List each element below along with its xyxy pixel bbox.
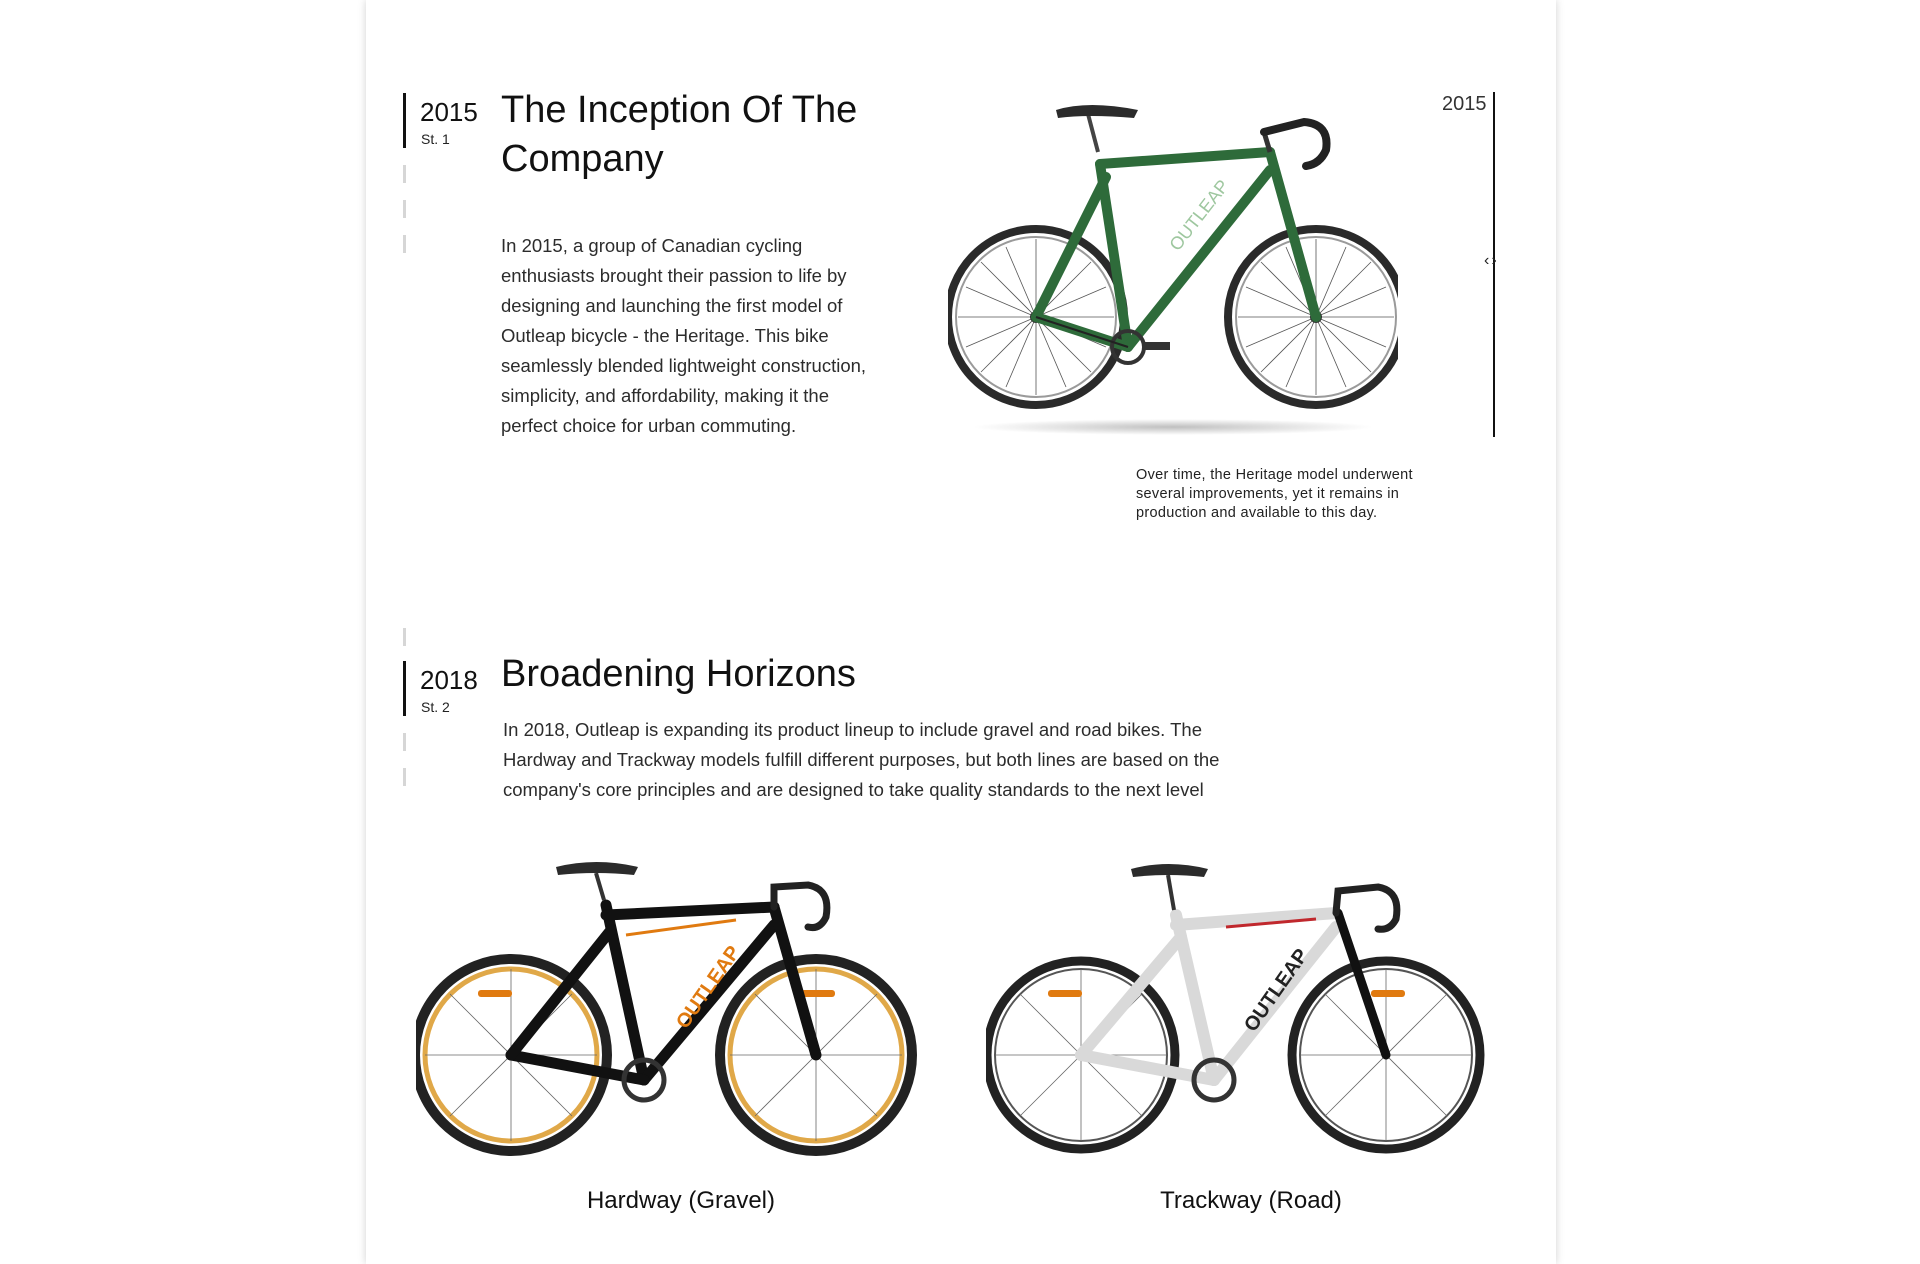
- gallery-caption: [1136, 466, 1476, 523]
- description-line: perfect choice for urban commuting.: [501, 415, 797, 436]
- stage-year: 2015: [420, 97, 478, 127]
- timeline-page: [366, 0, 1556, 1264]
- stage-title: Broadening Horizons: [501, 653, 856, 695]
- caption-line: Over time, the Heritage model underwent: [1136, 467, 1413, 483]
- description-line: In 2015, a group of Canadian cycling: [501, 235, 803, 256]
- stage-dash: [403, 200, 406, 218]
- stage-number: St. 2: [421, 699, 450, 715]
- stage-title-line: The Inception Of The: [501, 89, 858, 131]
- bike-logo-text: OUTLEAP: [1165, 175, 1233, 255]
- description-line: company's core principles and are designed to take quality standards to the next level: [503, 779, 1204, 800]
- stage-dash: [403, 733, 406, 751]
- stage-dash: [403, 628, 406, 646]
- stage-description: [503, 715, 1323, 805]
- description-line: Hardway and Trackway models fulfill different purposes, but both lines are based on the: [503, 749, 1220, 770]
- stage-dash: [403, 768, 406, 786]
- description-line: In 2018, Outleap is expanding its product lineup to include gravel and road bikes. The: [503, 719, 1203, 740]
- stage-dash: [403, 235, 406, 253]
- hardway-bike-image[interactable]: [416, 855, 946, 1175]
- stage-marker-2015: [403, 93, 478, 263]
- product-name-hardway: Hardway (Gravel): [586, 1187, 776, 1214]
- stage-description: [501, 231, 941, 441]
- stage-number: St. 1: [421, 131, 450, 147]
- bike-logo-text: OUTLEAP: [672, 941, 745, 1033]
- stage-title: [501, 86, 857, 184]
- caption-line: several improvements, yet it remains in: [1136, 486, 1400, 502]
- stage-active-bar: [403, 661, 406, 716]
- stage-marker-2018: [403, 628, 478, 788]
- chevron-right-icon[interactable]: ›: [1491, 252, 1499, 269]
- description-line: seamlessly blended lightweight construction,: [501, 355, 867, 376]
- stage-active-bar: [403, 93, 406, 148]
- heritage-bike-image[interactable]: [948, 92, 1398, 437]
- stage-title-line: Company: [501, 138, 664, 180]
- trackway-bike-image[interactable]: [986, 855, 1516, 1175]
- gallery-nav: [1484, 252, 1499, 270]
- gallery-year: 2015: [1442, 93, 1487, 115]
- bike-logo-text: OUTLEAP: [1240, 944, 1313, 1036]
- description-line: enthusiasts brought their passion to life by: [501, 265, 847, 286]
- description-line: designing and launching the first model of: [501, 295, 843, 316]
- chevron-left-icon[interactable]: ‹: [1484, 252, 1492, 269]
- description-line: Outleap bicycle - the Heritage. This bike: [501, 325, 829, 346]
- stage-dash: [403, 165, 406, 183]
- stage-year: 2018: [420, 665, 478, 695]
- product-name-trackway: Trackway (Road): [1160, 1187, 1342, 1214]
- description-line: simplicity, and affordability, making it the: [501, 385, 830, 406]
- caption-line: production and available to this day.: [1136, 505, 1378, 521]
